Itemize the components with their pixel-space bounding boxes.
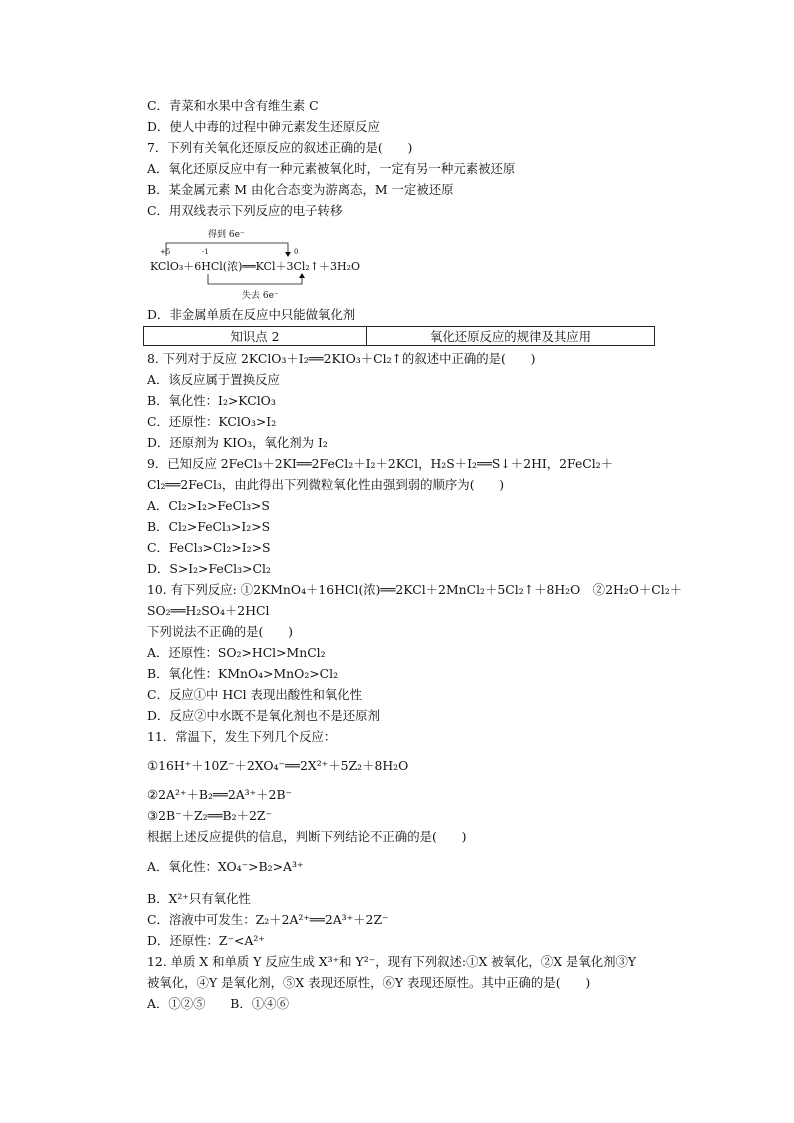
question-12-line1: 12. 单质 X 和单质 Y 反应生成 X³⁺和 Y²⁻，现有下列叙述:①X 被氧化，②X 是氧化剂③Y bbox=[147, 954, 637, 969]
q9-option-d: D．S>I₂>FeCl₃>Cl₂ bbox=[147, 561, 271, 576]
redox-equation: KClO₃＋6HCl(浓)══KCl＋3Cl₂↑＋3H₂O bbox=[150, 260, 361, 273]
ox-state-cl-plus5: +5 bbox=[160, 248, 171, 256]
option-d-arsenic: D．使人中毒的过程中砷元素发生还原反应 bbox=[147, 119, 380, 134]
q9-option-a: A．Cl₂>I₂>FeCl₃>S bbox=[147, 498, 270, 513]
question-10-line2: SO₂══H₂SO₄＋2HCl bbox=[147, 603, 270, 618]
q11-option-c: C．溶液中可发生：Z₂＋2A²⁺══2A³⁺＋2Z⁻ bbox=[147, 912, 389, 927]
q9-option-b: B．Cl₂>FeCl₃>I₂>S bbox=[147, 519, 271, 534]
q11-reaction-1: ①16H⁺＋10Z⁻＋2XO₄⁻══2X²⁺＋5Z₂＋8H₂O bbox=[147, 758, 409, 773]
electron-transfer-diagram bbox=[150, 226, 410, 304]
q7-option-c: C．用双线表示下列反应的电子转移 bbox=[147, 203, 343, 218]
question-10-line1: 10. 有下列反应: ①2KMnO₄＋16HCl(浓)══2KCl＋2MnCl₂＋5Cl₂↑＋8H₂O ②2H₂O＋Cl₂＋ bbox=[147, 582, 683, 597]
question-9-line2: Cl₂══2FeCl₃，由此得出下列微粒氧化性由强到弱的顺序为( ) bbox=[147, 477, 505, 492]
q11-option-d: D．还原性：Z⁻<A²⁺ bbox=[147, 933, 265, 948]
knowledge-point-title: 氧化还原反应的规律及其应用 bbox=[429, 329, 592, 344]
lose-electrons-label: 失去 6e⁻ bbox=[242, 291, 279, 301]
question-8: 8. 下列对于反应 2KClO₃＋I₂══2KIO₃＋Cl₂↑的叙述中正确的是( ) bbox=[147, 351, 536, 366]
knowledge-point-table bbox=[143, 326, 655, 346]
question-7: 7．下列有关氧化还原反应的叙述正确的是( ) bbox=[147, 140, 413, 155]
q10-option-a: A．还原性：SO₂>HCl>MnCl₂ bbox=[147, 645, 326, 660]
ox-state-cl-minus1: -1 bbox=[202, 248, 209, 256]
q10-option-d: D．反应②中水既不是氧化剂也不是还原剂 bbox=[147, 708, 380, 723]
question-11-ask: 根据上述反应提供的信息，判断下列结论不正确的是( ) bbox=[147, 829, 467, 844]
knowledge-point-label: 知识点 2 bbox=[144, 327, 367, 345]
q7-option-a: A．氧化还原反应中有一种元素被氧化时，一定有另一种元素被还原 bbox=[147, 161, 516, 176]
option-c-vitamin: C．青菜和水果中含有维生素 C bbox=[147, 98, 319, 113]
gain-electrons-label: 得到 6e⁻ bbox=[208, 230, 245, 240]
question-10-ask: 下列说法不正确的是( ) bbox=[147, 624, 293, 639]
ox-state-cl-zero: 0 bbox=[294, 248, 299, 256]
q8-option-b: B．氧化性：I₂>KClO₃ bbox=[147, 393, 276, 408]
q11-option-b: B．X²⁺只有氧化性 bbox=[147, 891, 251, 906]
q8-option-a: A．该反应属于置换反应 bbox=[147, 372, 280, 387]
q10-option-c: C．反应①中 HCl 表现出酸性和氧化性 bbox=[147, 687, 363, 702]
q7-option-d: D．非金属单质在反应中只能做氧化剂 bbox=[147, 307, 356, 322]
question-12-line2: 被氧化，④Y 是氧化剂，⑤X 表现还原性，⑥Y 表现还原性。其中正确的是( ) bbox=[147, 975, 591, 990]
q9-option-c: C．FeCl₃>Cl₂>I₂>S bbox=[147, 540, 271, 555]
q8-option-d: D．还原剂为 KIO₃，氧化剂为 I₂ bbox=[147, 435, 328, 450]
q11-reaction-3: ③2B⁻＋Z₂══B₂＋2Z⁻ bbox=[147, 808, 273, 823]
q8-option-c: C．还原性：KClO₃>I₂ bbox=[147, 414, 277, 429]
q11-option-a: A．氧化性：XO₄⁻>B₂>A³⁺ bbox=[147, 859, 304, 874]
q10-option-b: B．氧化性：KMnO₄>MnO₂>Cl₂ bbox=[147, 666, 339, 681]
q11-reaction-2: ②2A²⁺＋B₂══2A³⁺＋2B⁻ bbox=[147, 787, 293, 802]
q7-option-b: B．某金属元素 M 由化合态变为游离态，M 一定被还原 bbox=[147, 182, 454, 197]
q12-options: A．①②⑤ B．①④⑥ bbox=[147, 996, 289, 1011]
question-9-line1: 9．已知反应 2FeCl₃＋2KI══2FeCl₂＋I₂＋2KCl，H₂S＋I₂══S↓＋2HI，2FeCl₂＋ bbox=[147, 456, 614, 471]
question-11: 11．常温下，发生下列几个反应： bbox=[147, 729, 337, 744]
